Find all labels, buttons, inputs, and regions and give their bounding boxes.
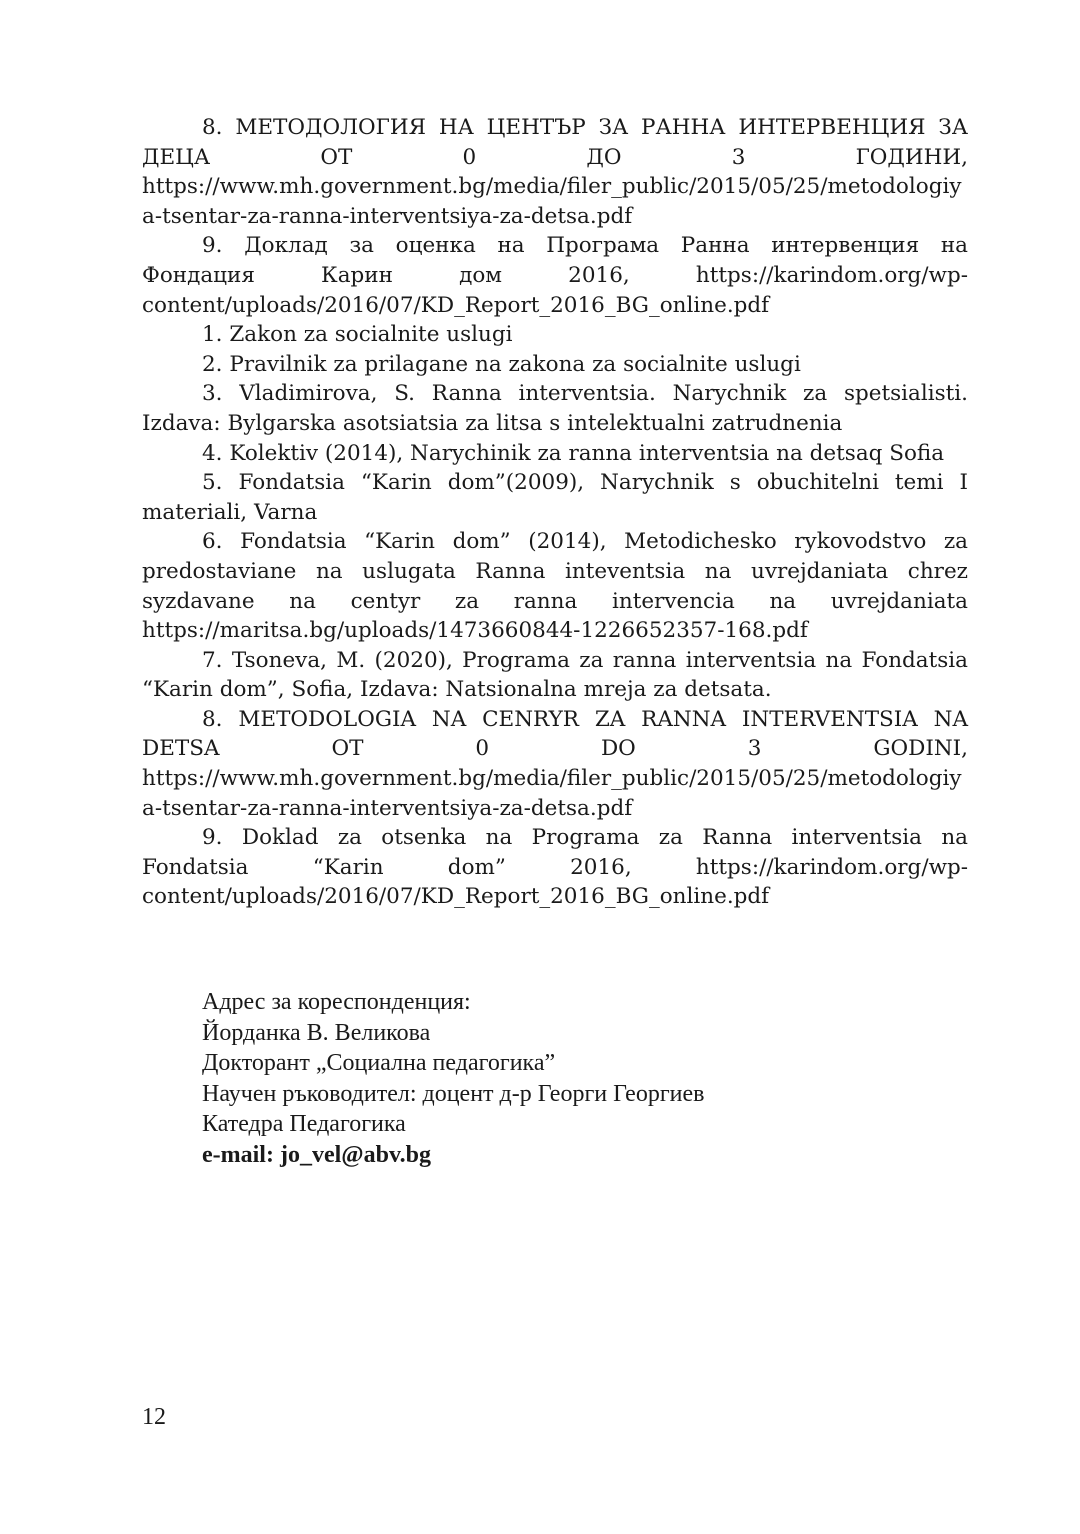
reference-item: 9. Doklad za otsenka na Programa za Ranna interventsia na Fondatsia “Karin dom” 2016, https://karindom.org/wp-content/uploads/2016/07/KD_Report_2016_BG_online.pdf [142,825,968,910]
author-department: Катедра Педагогика [202,1111,406,1137]
reference-item: 1. Zakon za socialnite uslugi [202,322,513,348]
reference-item: 8. МЕТОДОЛОГИЯ НА ЦЕНТЪР ЗА РАННА ИНТЕРВЕНЦИЯ ЗА ДЕЦА ОТ 0 ДО 3 ГОДИНИ, https://www.mh.government.bg/media/filer_public/2015/05/25/metodologiya-tsentar-za-ranna-interventsiya-za-detsa.pdf [142,115,968,229]
reference-item: 8. METODOLOGIA NA CENRYR ZA RANNA INTERVENTSIA NA DETSA OT 0 DO 3 GODINI, https://www.mh.government.bg/media/filer_public/2015/05/25/metodologiya-tsentar-za-ranna-interventsiya-za-detsa.pdf [142,706,968,821]
correspondence-heading: Адрес за кореспонденция: [202,989,471,1015]
author-email: e-mail: jo_vel@abv.bg [202,1141,431,1168]
reference-item: 7. Tsoneva, M. (2020), Programa za ranna interventsia na Fondatsia “Karin dom”, Sofia, Izdava: Natsionalna mreja za detsata. [142,647,968,703]
reference-item: 3. Vladimirova, S. Ranna interventsia. Narychnik za spetsialisti. Izdava: Bylgarska asotsiatsia za litsa s intelektualni zatrudnenia [142,381,968,436]
reference-item: 6. Fondatsia “Karin dom” (2014), Metodichesko rykovodstvo za predostaviane na uslugata Ranna inteventsia na uvrejdaniata chrez syzdavane na centyr za ranna intervencia na uvrejdaniata https://maritsa.bg/uploads/1473660844-1226652357-168.pdf [142,529,968,644]
author-name: Йорданка В. Великова [202,1019,431,1046]
reference-item: 2. Pravilnik za prilagane na zakona za socialnite uslugi [202,351,801,377]
reference-item: 5. Fondatsia “Karin dom”(2009), Narychnik s obuchitelni temi I materiali, Varna [142,470,968,525]
author-position: Докторант „Социална педагогика” [202,1050,556,1076]
reference-item: 9. Доклад за оценка на Програма Ранна интервенция на Фондация Карин дом 2016, https://karindom.org/wp-content/uploads/2016/07/KD_Report_2016_BG_online.pdf [142,233,968,318]
reference-item: 4. Kolektiv (2014), Narychinik za ranna interventsia na detsaq Sofia [202,440,945,466]
author-supervisor: Научен ръководител: доцент д-р Георги Георгиев [202,1080,705,1107]
page-number: 12 [142,1404,166,1430]
correspondence-block [202,987,982,1170]
reference-list [142,113,968,912]
